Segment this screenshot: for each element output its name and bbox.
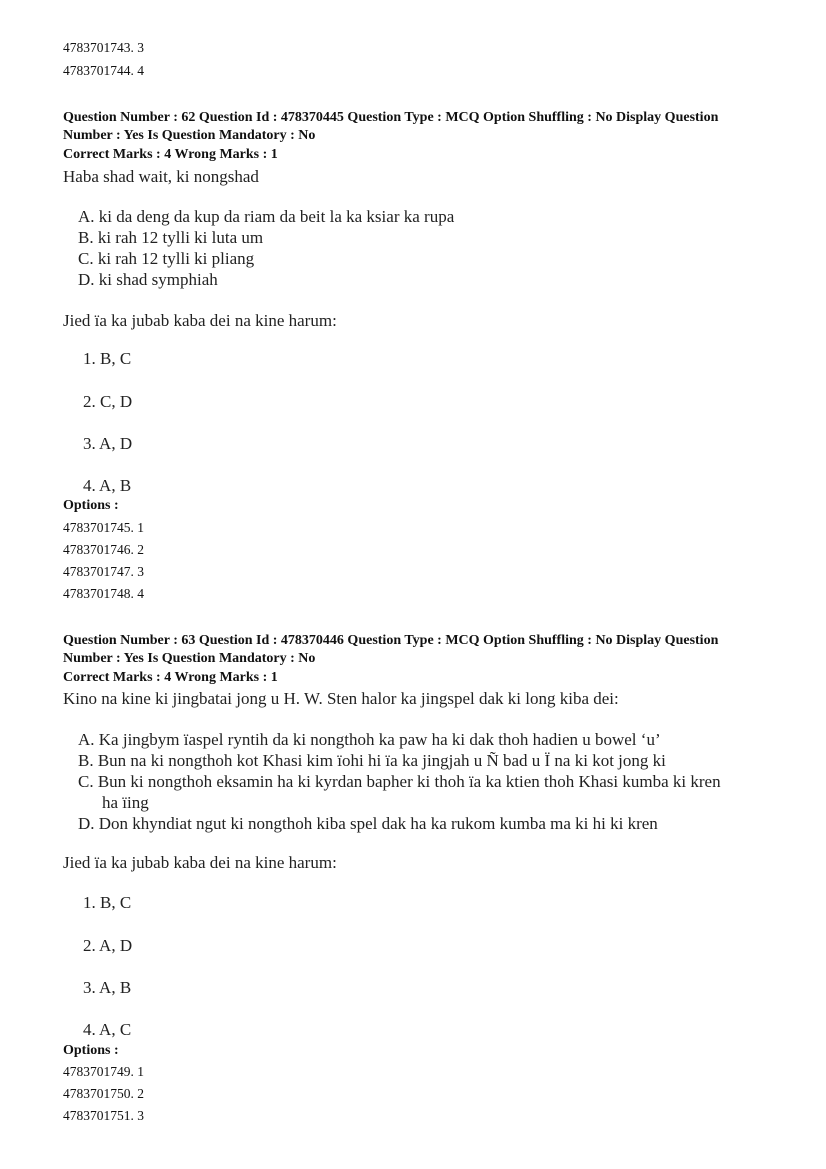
answer-prompt: Jied ïa ka jubab kaba dei na kine harum: (63, 311, 337, 330)
question-meta-line2: Number : Yes Is Question Mandatory : No (63, 651, 316, 666)
statement-c: C. Bun ki nongthoh eksamin ha ki kyrdan bapher ki thoh ïa ka ktien thoh Khasi kumba ki kren (78, 772, 721, 791)
answer-choice-4: 4. A, B (83, 476, 132, 495)
option-row: 4783701746. 2 (63, 542, 144, 557)
answer-choice-1: 1. B, C (83, 893, 132, 912)
statement-b: B. ki rah 12 tylli ki luta um (78, 228, 264, 247)
option-row: 4783701750. 2 (63, 1086, 144, 1101)
question-marks: Correct Marks : 4 Wrong Marks : 1 (63, 670, 278, 685)
question-stem: Kino na kine ki jingbatai jong u H. W. Sten halor ka jingspel dak ki long kiba dei: (63, 689, 619, 708)
question-meta-line2: Number : Yes Is Question Mandatory : No (63, 128, 316, 143)
statement-d: D. Don khyndiat ngut ki nongthoh kiba spel dak ha ka rukom kumba ma ki hi ki kren (78, 814, 658, 833)
option-row: 4783701745. 1 (63, 520, 144, 535)
option-row: 4783701749. 1 (63, 1064, 144, 1079)
question-meta-line1: Question Number : 63 Question Id : 478370446 Question Type : MCQ Option Shuffling : No Display Question (63, 633, 719, 648)
options-label: Options : (63, 1043, 119, 1058)
answer-choice-3: 3. A, B (83, 978, 132, 997)
question-marks: Correct Marks : 4 Wrong Marks : 1 (63, 147, 278, 162)
answer-choice-1: 1. B, C (83, 349, 132, 368)
question-stem: Haba shad wait, ki nongshad (63, 167, 259, 186)
option-row: 4783701743. 3 (63, 40, 144, 55)
question-meta-line1: Question Number : 62 Question Id : 478370445 Question Type : MCQ Option Shuffling : No Display Question (63, 110, 719, 125)
answer-choice-2: 2. A, D (83, 936, 133, 955)
statement-a: A. ki da deng da kup da riam da beit la ka ksiar ka rupa (78, 207, 455, 226)
options-label: Options : (63, 498, 119, 513)
statement-b: B. Bun na ki nongthoh kot Khasi kim ïohi hi ïa ka jingjah u Ñ bad u Ï na ki kot jong ki (78, 751, 666, 770)
option-row: 4783701751. 3 (63, 1108, 144, 1123)
statement-c-continued: ha ïing (102, 793, 149, 812)
statement-d: D. ki shad symphiah (78, 270, 218, 289)
answer-prompt: Jied ïa ka jubab kaba dei na kine harum: (63, 853, 337, 872)
answer-choice-3: 3. A, D (83, 434, 133, 453)
option-row: 4783701744. 4 (63, 63, 144, 78)
answer-choice-2: 2. C, D (83, 392, 133, 411)
statement-a: A. Ka jingbym ïaspel ryntih da ki nongthoh ka paw ha ki dak thoh hadien u bowel ‘u’ (78, 730, 661, 749)
option-row: 4783701747. 3 (63, 564, 144, 579)
option-row: 4783701748. 4 (63, 586, 144, 601)
answer-choice-4: 4. A, C (83, 1020, 132, 1039)
statement-c: C. ki rah 12 tylli ki pliang (78, 249, 255, 268)
